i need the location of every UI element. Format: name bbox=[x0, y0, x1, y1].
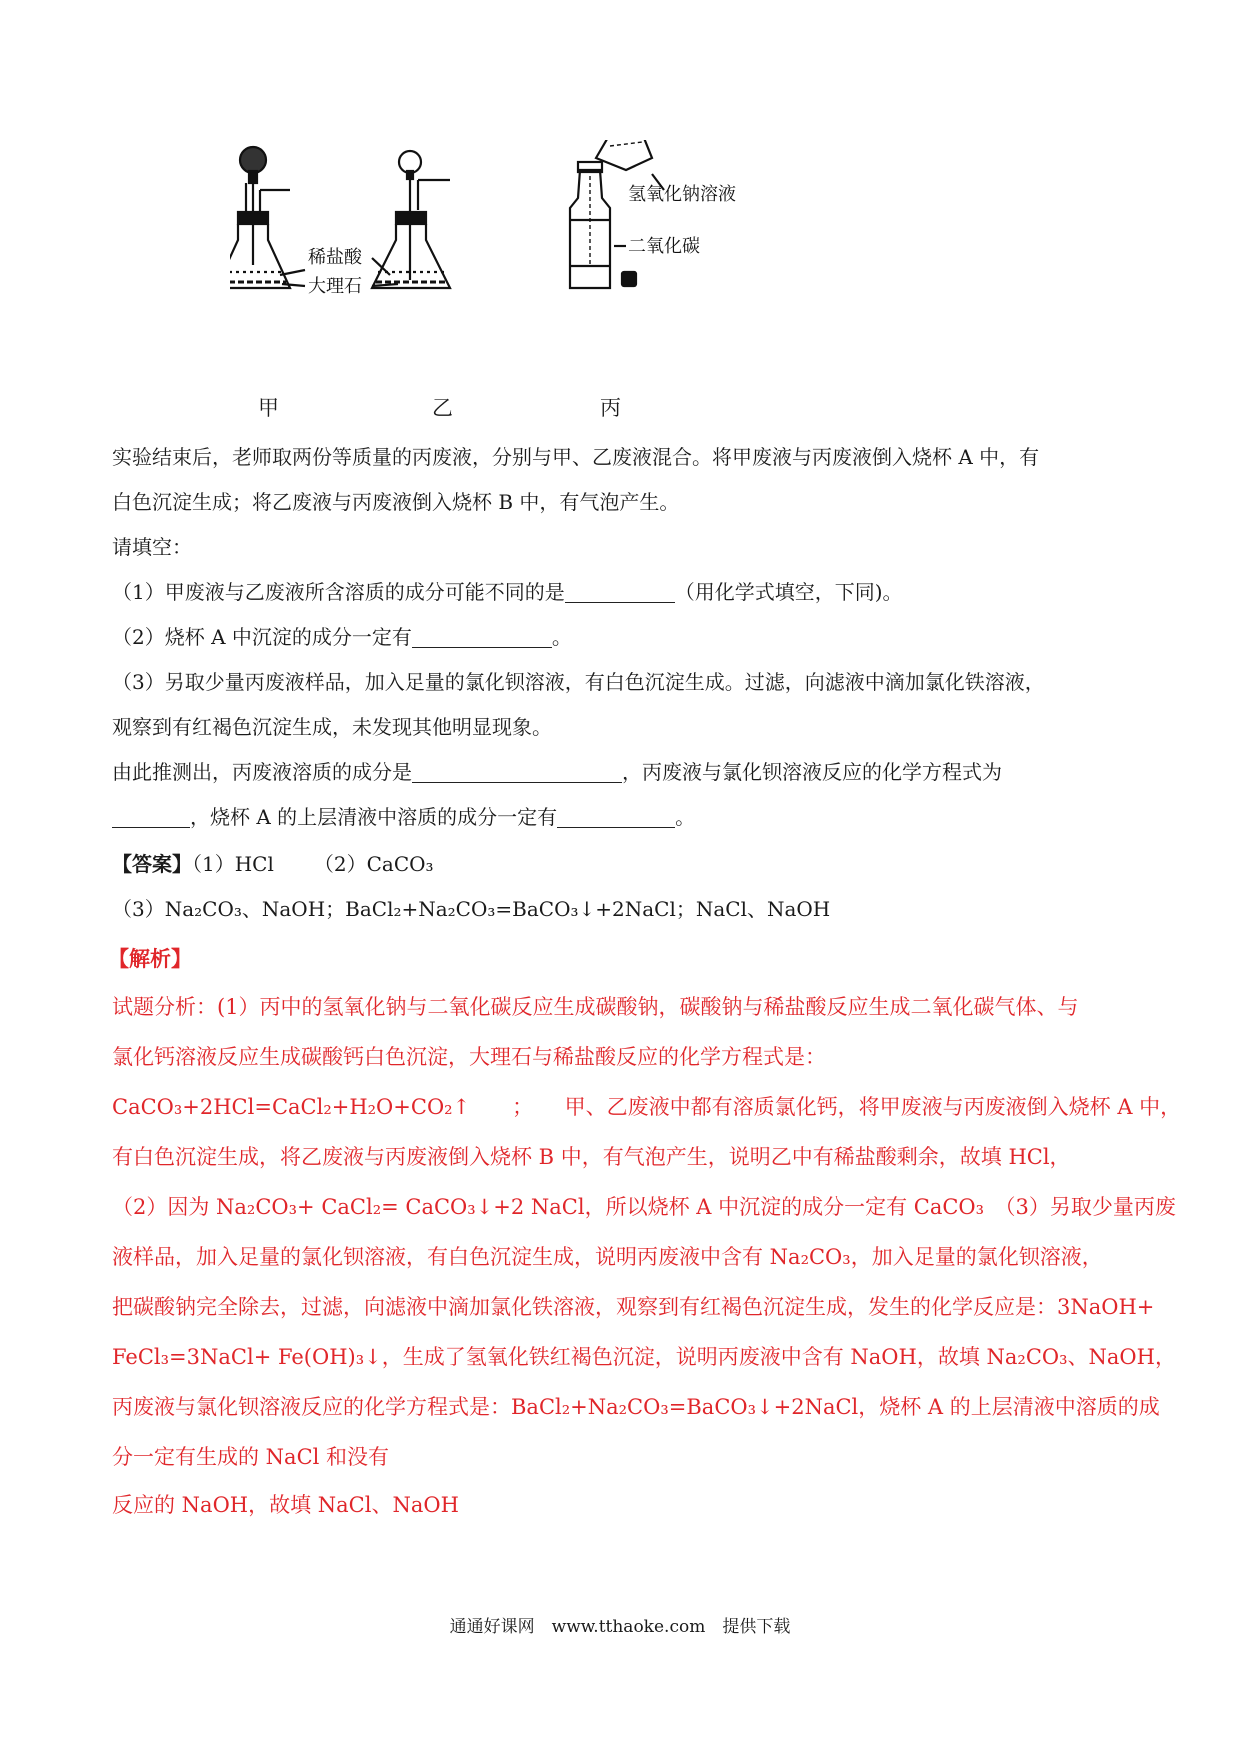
question-1-note: （用化学式填空，下同)。 bbox=[674, 580, 903, 604]
equation-prompt: ，丙废液与氯化钡溶液反应的化学方程式为 bbox=[622, 760, 1002, 784]
paragraph-line: 观察到有红褐色沉淀生成，未发现其他明显现象。 bbox=[112, 715, 552, 739]
answer-blank[interactable] bbox=[412, 760, 622, 783]
analysis-heading: 【解析】 bbox=[108, 946, 192, 971]
beaker-prompt: ，烧杯 A 的上层清液中溶质的成分一定有 bbox=[190, 805, 558, 829]
inference-text: 由此推测出，丙废液溶质的成分是 bbox=[112, 760, 412, 784]
caption-yi: 乙 bbox=[432, 396, 453, 420]
question-2 bbox=[112, 622, 572, 652]
answer-blank[interactable] bbox=[557, 805, 675, 828]
analysis-line: 反应的 NaOH，故填 NaCl、NaOH bbox=[112, 1493, 459, 1517]
period: 。 bbox=[675, 805, 696, 829]
answer-mark: 【答案】 bbox=[112, 852, 192, 876]
analysis-line: FeCl₃=3NaCl+ Fe(OH)₃↓，生成了氢氧化铁红褐色沉淀，说明丙废液中含有 NaOH，故填 Na₂CO₃、NaOH， bbox=[112, 1345, 1176, 1369]
analysis-line: 把碳酸钠完全除去，过滤，向滤液中滴加氯化铁溶液，观察到有红褐色沉淀生成，发生的化学反应是：3NaOH+ bbox=[112, 1295, 1155, 1319]
answer-1: （1）HCl bbox=[192, 852, 274, 876]
analysis-line: 丙废液与氯化钡溶液反应的化学方程式是：BaCl₂+Na₂CO₃=BaCO₃↓+2NaCl，烧杯 A 的上层清液中溶质的成 bbox=[112, 1395, 1160, 1419]
answer-blank[interactable] bbox=[565, 580, 675, 603]
answer-blank[interactable] bbox=[112, 805, 190, 828]
naoh-solution-label: 氢氧化钠溶液 bbox=[628, 184, 736, 204]
answer-2: （2）CaCO₃ bbox=[313, 852, 434, 876]
question-1-text: （1）甲废液与乙废液所含溶质的成分可能不同的是 bbox=[112, 580, 565, 604]
answer-blank[interactable] bbox=[412, 625, 552, 648]
page-footer: 通通好课网 www.tthaoke.com 提供下载 bbox=[449, 1617, 791, 1637]
analysis-line: 有白色沉淀生成，将乙废液与丙废液倒入烧杯 B 中，有气泡产生，说明乙中有稀盐酸剩余，故填 HCl， bbox=[112, 1145, 1071, 1169]
analysis-line: 试题分析：(1）丙中的氢氧化钠与二氧化碳反应生成碳酸钠，碳酸钠与稀盐酸反应生成二氧化碳气体、与 bbox=[112, 995, 1079, 1019]
question-3: （3）另取少量丙废液样品，加入足量的氯化钡溶液，有白色沉淀生成。过滤，向滤液中滴加氯化铁溶液， bbox=[112, 670, 1045, 694]
analysis-line: （2）因为 Na₂CO₃+ CaCl₂= CaCO₃↓+2 NaCl，所以烧杯 A 中沉淀的成分一定有 CaCO₃ （3）另取少量丙废 bbox=[112, 1195, 1176, 1219]
flask-yi-icon bbox=[372, 151, 450, 288]
marble-label: 大理石 bbox=[308, 276, 362, 296]
question-3-inference bbox=[112, 757, 1002, 787]
period: 。 bbox=[551, 625, 572, 649]
caption-jia: 甲 bbox=[258, 396, 279, 420]
question-1 bbox=[112, 577, 903, 607]
acid-label: 稀盐酸 bbox=[308, 247, 362, 267]
paragraph-line: 请填空： bbox=[112, 535, 192, 559]
caption-bing: 丙 bbox=[600, 396, 621, 420]
bottle-bing-icon bbox=[570, 140, 664, 288]
analysis-line: CaCO₃+2HCl=CaCl₂+H₂O+CO₂↑ ； 甲、乙废液中都有溶质氯化钙，将甲废液与丙废液倒入烧杯 A 中， bbox=[112, 1095, 1182, 1119]
apparatus-figure bbox=[230, 140, 890, 340]
analysis-line: 氯化钙溶液反应生成碳酸钙白色沉淀，大理石与稀盐酸反应的化学方程式是： bbox=[112, 1045, 826, 1069]
paragraph-line: 白色沉淀生成；将乙废液与丙废液倒入烧杯 B 中，有气泡产生。 bbox=[112, 490, 680, 514]
co2-label: 二氧化碳 bbox=[628, 236, 700, 256]
answer-line bbox=[112, 849, 434, 879]
answer-3: （3）Na₂CO₃、NaOH；BaCl₂+Na₂CO₃=BaCO₃↓+2NaCl；NaCl、NaOH bbox=[112, 897, 831, 921]
flask-jia-icon bbox=[230, 147, 290, 288]
question-2-text: （2）烧杯 A 中沉淀的成分一定有 bbox=[112, 625, 412, 649]
question-3-equation bbox=[112, 802, 695, 832]
analysis-line: 液样品，加入足量的氯化钡溶液，有白色沉淀生成，说明丙废液中含有 Na₂CO₃，加入足量的氯化钡溶液， bbox=[112, 1245, 1103, 1269]
analysis-line: 分一定有生成的 NaCl 和没有 bbox=[112, 1445, 390, 1469]
paragraph-line: 实验结束后，老师取两份等质量的丙废液，分别与甲、乙废液混合。将甲废液与丙废液倒入烧杯 A 中，有 bbox=[112, 445, 1040, 469]
